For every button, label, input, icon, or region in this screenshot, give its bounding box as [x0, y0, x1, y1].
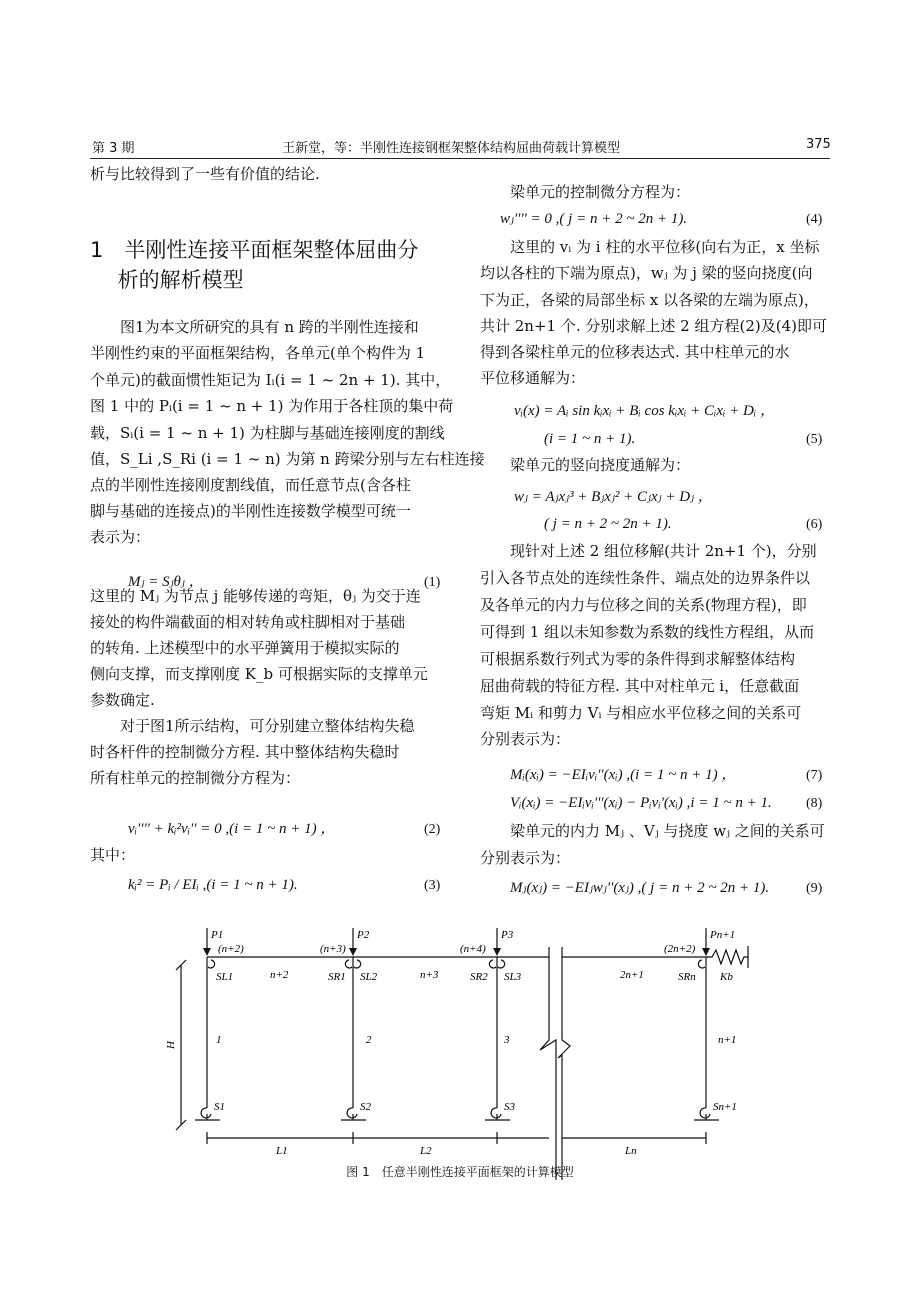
column-label: 2	[366, 1034, 372, 1046]
equation: Mⱼ = Sⱼθⱼ ，	[128, 574, 204, 590]
section-heading: 析的解析模型	[90, 268, 244, 292]
equation: wⱼ = Aⱼxⱼ³ + Bⱼxⱼ² + Cⱼxⱼ + Dⱼ ，	[514, 489, 713, 505]
text-line: 所有柱单元的控制微分方程为：	[90, 769, 301, 787]
span-label: L1	[276, 1145, 288, 1157]
node-label: (2n+2)	[664, 943, 696, 955]
equation: kᵢ² = Pᵢ / EIᵢ ,(i = 1 ~ n + 1).	[128, 877, 298, 893]
text-line: 弯矩 Mᵢ 和剪力 Vᵢ 与相应水平位移之间的关系可	[480, 704, 802, 722]
equation-number: (5)	[806, 432, 823, 447]
figure-caption: 图 1 任意半刚性连接平面框架的计算模型	[346, 1165, 574, 1179]
text-line: 这里的 vᵢ 为 i 柱的水平位移(向右为正，x 坐标	[480, 238, 820, 256]
equation: vᵢ(x) = Aᵢ sin kᵢxᵢ + Bᵢ cos kᵢxᵢ + Cᵢxᵢ + Dᵢ ，	[514, 403, 775, 419]
base-spring-label: Sn+1	[713, 1101, 737, 1113]
beam-label: 2n+1	[620, 969, 644, 981]
text-line: 接处的构件端截面的相对转角或柱脚相对于基础	[90, 613, 406, 631]
running-title: 王新堂，等：半刚性连接钢框架整体结构屈曲荷载计算模型	[282, 141, 621, 156]
equation-number: (1)	[424, 575, 441, 590]
text-line: 可根据系数行列式为零的条件得到求解整体结构	[480, 650, 796, 668]
text-line: 下为正，各梁的局部坐标 x 以各梁的左端为原点)，	[480, 291, 819, 309]
load-label: P1	[211, 929, 224, 941]
text-line: 分别表示为：	[480, 849, 571, 867]
joint-spring-label: SL3	[504, 971, 522, 983]
span-label: L2	[420, 1145, 432, 1157]
equation-number: (6)	[806, 517, 823, 532]
equation: Mᵢ(xᵢ) = −EIᵢvᵢ''(xᵢ) ,(i = 1 ~ n + 1) ，	[510, 767, 737, 783]
joint-spring-label: SRn	[678, 971, 696, 983]
base-spring-label: S2	[360, 1101, 371, 1113]
load-label: P2	[357, 929, 370, 941]
equation-number: (8)	[806, 796, 823, 811]
column-label: n+1	[718, 1034, 737, 1046]
joint-spring-label: SR2	[470, 971, 488, 983]
text-line: 引入各节点处的连续性条件、端点处的边界条件以	[480, 569, 811, 587]
text-line: 屈曲荷载的特征方程. 其中对柱单元 i，任意截面	[480, 677, 800, 695]
text-line: 的转角. 上述模型中的水平弹簧用于模拟实际的	[90, 639, 400, 657]
text-line: 点的半刚性连接刚度割线值，而任意节点(含各柱	[90, 476, 411, 494]
brace-label: Kb	[720, 971, 733, 983]
joint-spring-label: SL2	[360, 971, 378, 983]
text-line: 及各单元的内力与位移之间的关系(物理方程)，即	[480, 596, 807, 614]
equation-number: (2)	[424, 822, 441, 837]
text-line: 析与比较得到了一些有价值的结论.	[90, 165, 320, 183]
column-label: 3	[504, 1034, 510, 1046]
equation-number: (4)	[806, 212, 823, 227]
load-label: P3	[501, 929, 514, 941]
equation-number: (7)	[806, 768, 823, 783]
text-line: 平位移通解为：	[480, 369, 586, 387]
joint-spring-label: SL1	[216, 971, 234, 983]
text-line: 可得到 1 组以未知参数为系数的线性方程组，从而	[480, 623, 815, 641]
text-line: 载，Sᵢ(i = 1 ~ n + 1) 为柱脚与基础连接刚度的割线	[90, 424, 445, 442]
text-line: 图 1 中的 Pᵢ(i = 1 ~ n + 1) 为作用于各柱顶的集中荷	[90, 397, 454, 415]
text-line: 参数确定.	[90, 691, 155, 709]
text-line: 个单元)的截面惯性矩记为 Iᵢ(i = 1 ~ 2n + 1). 其中，	[90, 371, 451, 389]
text-line: 得到各梁柱单元的位移表达式. 其中柱单元的水	[480, 343, 790, 361]
node-label: (n+4)	[460, 943, 486, 955]
text-line: 图1为本文所研究的具有 n 跨的半刚性连接和	[90, 318, 419, 336]
load-label: Pn+1	[710, 929, 736, 941]
text-line: 半刚性约束的平面框架结构，各单元(单个构件为 1	[90, 344, 426, 362]
beam-label: n+3	[420, 969, 439, 981]
text-line: 值，S_Li ,S_Ri (i = 1 ~ n) 为第 n 跨梁分别与左右柱连接	[90, 450, 485, 468]
text-line: 对于图1所示结构，可分别建立整体结构失稳	[90, 717, 415, 735]
equation: (i = 1 ~ n + 1).	[544, 431, 636, 447]
height-label: H	[165, 1041, 177, 1049]
text-line: 均以各柱的下端为原点)，wⱼ 为 j 梁的竖向挠度(向	[480, 264, 813, 282]
base-spring-icons	[201, 1108, 710, 1120]
column-label: 1	[216, 1034, 222, 1046]
joint-spring-icons	[208, 960, 705, 968]
break-symbol	[540, 947, 570, 1180]
text-line: 共计 2n+1 个. 分别求解上述 2 组方程(2)及(4)即可	[480, 317, 827, 335]
equation: vᵢ'''' + kᵢ²vᵢ'' = 0 ,(i = 1 ~ n + 1) ，	[128, 821, 336, 837]
equation: wⱼ'''' = 0 ,( j = n + 2 ~ 2n + 1).	[500, 211, 688, 227]
lateral-spring-icon	[706, 950, 748, 964]
text-line: 分别表示为：	[480, 730, 571, 748]
issue-number: 第 3 期	[92, 141, 135, 156]
text-line: 这里的 Mⱼ 为节点 j 能够传递的弯矩，θⱼ 为交于连	[90, 587, 421, 605]
beam-label: n+2	[270, 969, 289, 981]
text-line: 梁单元的控制微分方程为：	[480, 183, 691, 201]
text-line: 侧向支撑，而支撑刚度 K_b 可根据实际的支撑单元	[90, 665, 428, 683]
joint-spring-label: SR1	[328, 971, 346, 983]
node-label: (n+2)	[218, 943, 244, 955]
text-line: 表示为：	[90, 528, 151, 546]
load-arrows	[207, 928, 706, 950]
base-spring-label: S3	[504, 1101, 515, 1113]
section-heading: 1 半刚性连接平面框架整体屈曲分	[90, 238, 419, 262]
equation-number: (9)	[806, 881, 823, 896]
text-line: 现针对上述 2 组位移解(共计 2n+1 个)，分别	[480, 542, 817, 560]
equation: Mⱼ(xⱼ) = −EIⱼwⱼ''(xⱼ) ,( j = n + 2 ~ 2n + 1).	[510, 880, 770, 896]
node-label: (n+3)	[320, 943, 346, 955]
page-number: 375	[806, 137, 831, 152]
equation: Vᵢ(xᵢ) = −EIᵢvᵢ'''(xᵢ) − Pᵢvᵢ'(xᵢ) ,i = 1 ~ n + 1.	[510, 795, 772, 811]
text-line: 其中：	[90, 846, 136, 864]
span-label: Ln	[625, 1145, 637, 1157]
equation-number: (3)	[424, 878, 441, 893]
text-line: 梁单元的内力 Mⱼ 、Vⱼ 与挠度 wⱼ 之间的关系可	[480, 822, 825, 840]
text-line: 梁单元的竖向挠度通解为：	[480, 456, 691, 474]
text-line: 脚与基础的连接点)的半刚性连接数学模型可统一	[90, 502, 411, 520]
base-spring-label: S1	[214, 1101, 225, 1113]
equation: ( j = n + 2 ~ 2n + 1).	[544, 516, 672, 532]
text-line: 时各杆件的控制微分方程. 其中整体结构失稳时	[90, 743, 400, 761]
